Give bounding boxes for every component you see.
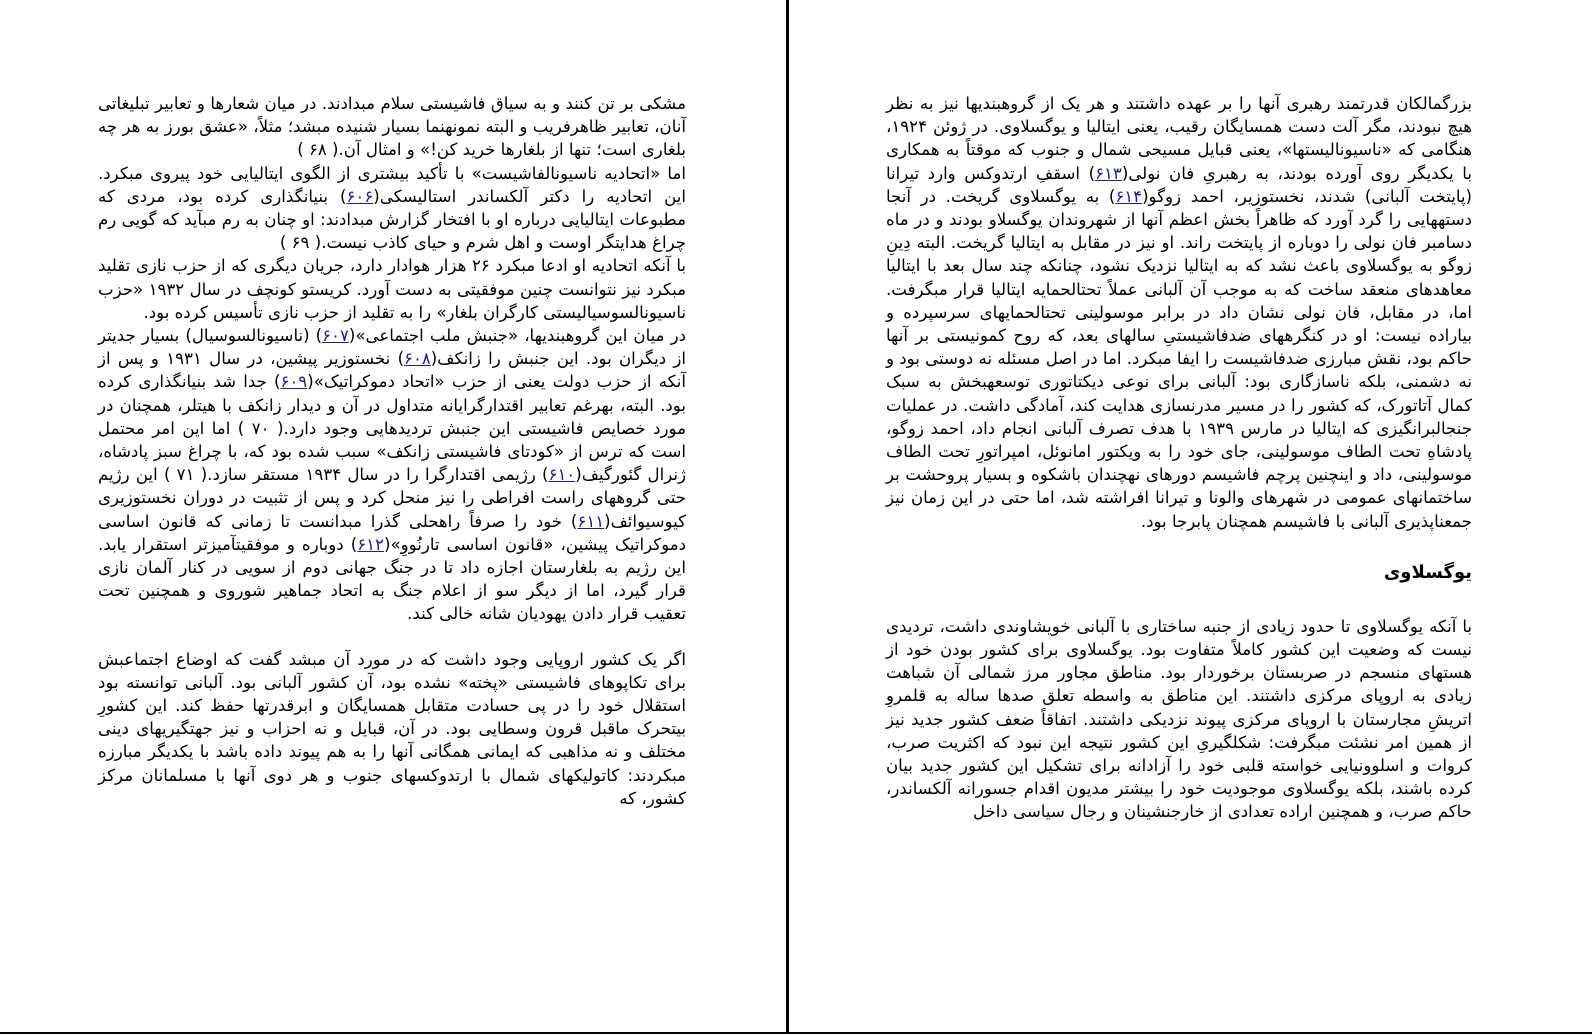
text-run: ) نخستوزیر پیشین، در سال ۱۹۳۱ و پس از آنکه از حزب دولت یعنی از حزب «اتحاد دموکراتیک»( [98,349,686,392]
text-run: ) دوباره و موفقیتآمیزتر استقرار یابد. این رژیم به بلغارستان اجازه داد تا در جنگ جهانی دوم از سویی در کنار آلمان نازی قرار گیرد، اما از دیگر سو از اعلام جنگ به اتحاد جماهیر شوروی و همچنین تحت تعقیب قرار دادن یهودیان شانه خالی کند. [98,534,686,624]
paragraph [98,162,686,255]
footnote-link[interactable]: ۶۱۰ [548,465,576,485]
text-run: مشکی بر تن کنند و به سیاق فاشیستی سلام مبدادند. در میان شعارها و تعابیر تبلیغاتی آنان، تعابیر ظاهرفریب و البته نمونهنما بسیار شنیده مبشد؛ مثلاً، «عشق بورز به هر چه بلغاری است؛ تنها از بلغارها خرید کن!» و امثال آن.( ۶۸ ) [98,94,686,160]
paragraph [886,92,1472,533]
left-page-text-column [98,92,686,810]
paragraph [98,648,686,810]
text-run: ) جدا شد بنیانگذاری کرده بود. البته، بهرغم تعابیر اقتدارگرایانه متداول در آن و دیدار زانکف با هیتلر، همچنان در مورد خصایص فاشیستی این جنبش تردیدهایی وجود دارد.( ۷۰ ) اما این امر محتمل است که ترس از «کودتای فاشیستی زانکف» سبب شده بود که، با چراغ سبز پادشاه، ژنرال گئورگیف( [98,372,686,485]
text-run: اگر یک کشور اروپایی وجود داشت که در مورد آن مبشد گفت که اوضاع اجتماعبش برای تکاپوهای فاشیستی «پخته» نشده بود، آن کشور آلبانی بود. آلبانی توانسته بود استقلال خود را در پی حسادت متقابل همسایگان و ابرقدرتها حفظ کند. این کشورِ بیتحرک ماقبل قرون وسطایی بود. در آن، قبایل و نه احزاب و نیز جهتگیریهای دینی مختلف و نه مذاهبی که ایمانی همگانی آنها را به هم پیوند داده باشد با یکدیگر مبارزه مبکردند: کاتولیکهای شمال با ارتدوکسهای جنوب و هر دوی آنها با مسلمانان مرکز کشور، که [98,649,686,808]
text-run: ) (ناسیونالسوسیال) بسیار جدیتر از دیگران بود. این جنبش را زانکف( [98,326,686,369]
paragraph [98,254,686,324]
section-heading-yugoslavia: یوگسلاوی [1383,561,1472,583]
text-run: ) اسقفِ ارتدوکس وارد تیرانا (پایتخت آلبانی) شدند، نخستوزیر، احمد زوگو( [886,163,1472,206]
right-page-intro-text [886,92,1472,533]
text-run: بزرگمالکان قدرتمند رهبری آنها را بر عهده داشتند و هر یک از گروهبندیها نیز به نظر هیچ نبودند، مگر آلت دست همسایگان رقیب، یعنی ایتالیا و یوگسلاوی. در ژوئن ۱۹۲۴، هنگامی که «ناسیونالیستها»، یعنی قبایل مسیحی شمال و جنوب که موقتاً به همکاری با یکدیگر روی آورده بودند، به رهبریِ فان نولی( [886,94,1472,183]
right-page-section-text [886,615,1472,824]
text-run: با آنکه اتحادیه او ادعا مبکرد ۲۶ هزار هوادار دارد، جریان دیگری که از حزب نازی تقلید مبکرد نیز نتوانست چنین موفقیتی به دست آورد. کریستو کونچف در سال ۱۹۳۲ «حزب ناسیونالسوسیالیستی کارگران بلغار» را به تقلید از حزب نازی تأسیس کرده بود. [98,256,686,322]
text-run: اما «اتحادیه ناسیونالفاشیست» با تأکید بیشتری از الگوی ایتالیایی خود پیروی مبکرد. این اتحادیه را دکتر آلکساندر استالیسکی( [98,163,686,206]
text-run: در میان این گروهبندیها، «جنبش ملب اجتماعی»( [348,326,686,346]
paragraph [98,324,686,626]
left-page [0,0,786,1032]
right-page [789,0,1592,1032]
text-run: ) رژیمی اقتدارگرا را در سال ۱۹۳۴ مستقر سازد.( ۷۱ ) این رژیم حتی گروههای راست افراطی را نیز منحل کرد و پس از تثبیت در دوران نخستوزیری کیوسیوائف( [98,465,686,531]
footnote-link[interactable]: ۶۰۹ [280,372,308,392]
paragraph [886,615,1472,824]
footnote-link[interactable]: ۶۱۱ [577,511,605,531]
text-run: ) خود را صرفاً راهحلی گذرا مبدانست تا زمانی که قانون اساسی دموکراتیک پیشین، «قانون اساسی تارنُووِ»( [98,511,686,554]
text-run: ) بنیانگذاری کرده بود، مردی که مطبوعات ایتالیایی درباره او با افتخار گزارش مبدادند: او چنان به رم مبآید که گویی رم چراغ هدایتگر اوست و اهل شرم و حیای کاذب نیست.( ۶۹ ) [98,186,686,253]
footnote-link[interactable]: ۶۰۷ [322,326,349,346]
footnote-link[interactable]: ۶۱۳ [1095,163,1122,183]
footnote-link[interactable]: ۶۱۲ [357,534,384,554]
text-run: با آنکه یوگسلاوی تا حدود زیادی از جنبه ساختاری با آلبانی خویشاوندی داشت، تردیدی نیست که وضعیت این کشور کاملاً متفاوت بود. یوگسلاوی برای کشور بودن خود از هستهای منسجم در صربستان برخوردار بود. مناطق مجاور مرز شمالی آن شباهت زیادی به اروپای مرکزی داشتند. این مناطق به واسطه تعلق صدها ساله به قلمروِ اتریشِ مجارستان با اروپای مرکزی پیوند نزدیکی داشتند. اتفاقاً ضعف کشور جدید نیز از همین امر نشئت مبگرفت: شکلگیریِ این کشور نتیجه این نبود که اکثریت صرب، کروات و اسلوونیایی خواسته قلبی خود را آزادانه برای تشکیل این کشور جدید بیان کرده باشند، بلکه یوگسلاوی موجودیت خود را بیشتر مدیون اقدام جسورانه آلکساندر، حاکم صرب، و همچنین اراده تعدادی از خارجنشینان و رجال سیاسی داخل [886,616,1472,822]
paragraph [98,92,686,162]
footnote-link[interactable]: ۶۰۶ [346,186,374,206]
footnote-link[interactable]: ۶۰۸ [404,349,431,369]
footnote-link[interactable]: ۶۱۴ [1115,186,1143,206]
text-run: ) به یوگسلاوی گریخت. در آنجا دستههایی را گرد آورد که ظاهراً بخش اعظم آنها از شهروندان یوگسلاو بودند و در ماه دسامبر فان نولی را دوباره از پایتخت راند. او نیز در مقابل به ایتالیا گریخت. البته دِینِ زوگو به یوگسلاوی باعث نشد که به ایتالیا نزدیک نشود، چنانکه چند سال بعد با ایتالیا معاهدهای منعقد ساخت که به موجب آن آلبانی عملاً تحتالحمایه ایتالیا قرار مبگرفت. اما، در مقابل، فان نولی نشان داد در برابر موسولینی تحتالحمایهای سرسپرده و بیاراده نیست: او در کنگرههای ضدفاشیستیِ سالهای بعد، که روح کمونیستی بر آنها حاکم بود، نقش مبارزی ضدفاشیست را ایفا مبکرد. اما در اصل مسئله نه دوستی بود و نه دشمنی، بلکه ناسازگاری بود: آلبانی برای نوعی دیکتاتوری توسعهبخش به سبک کمال آتاتورک، که کشور را در مسیر مدرنسازی هدایت کند، آمادگی داشت. در عملیات جنجالبرانگیزی که ایتالیا در مارس ۱۹۳۹ با هدف تصرف آلبانی انجام داد، احمد زوگو، پادشاهِ تحت الطاف موسولینی، جای خود را به ویکتور امانوئل، امپراتورِ تحت الطاف موسولینی، داد و اینچنین پرچم فاشیسم دورهای نهچندان باشکوه و بسیار پروحشت بر ساختمانهای عمومی در شهرهای والونا و تیرانا افراشته شد، اما حتی در این زمان نیز جمعناپذیری آلبانی با فاشیسم همچنان پابرجا بود. [886,186,1472,531]
right-page-text-column [886,92,1472,824]
